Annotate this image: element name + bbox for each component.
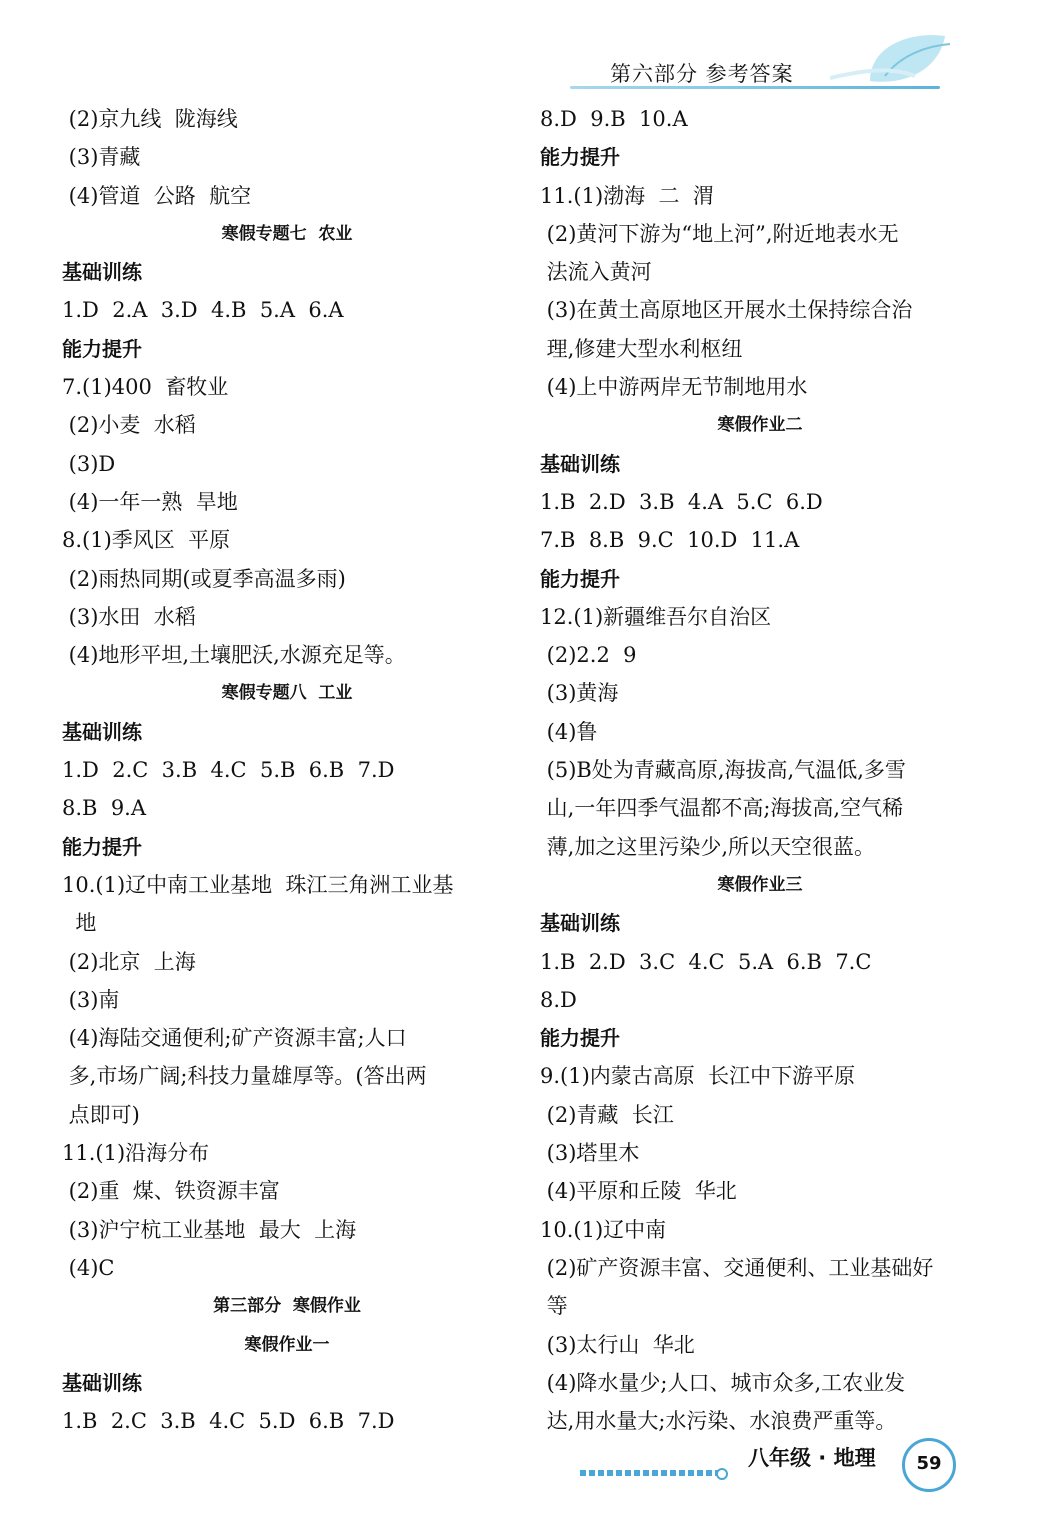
answer-line: 地 [62,911,97,936]
footer-dotted-rule [580,1470,720,1476]
answer-line: (3)青藏 [62,145,141,170]
answer-line: (4)海陆交通便利;矿产资源丰富;人口 [62,1026,407,1051]
answer-line: (3)在黄土高原地区开展水土保持综合治 [540,298,913,323]
answer-line: (3)太行山 华北 [540,1332,695,1357]
answer-line: (4)地形平坦,土壤肥沃,水源充足等。 [62,643,406,668]
subsection-heading: 能力提升 [540,566,620,591]
answer-line: 1.B 2.D 3.B 4.A 5.C 6.D [540,489,823,514]
answer-line: (3)黄海 [540,681,619,706]
header-title: 第六部分 参考答案 [610,62,794,86]
answer-line: (2)雨热同期(或夏季高温多雨) [62,566,346,591]
answer-line: 山,一年四季气温都不高;海拔高,空气稀 [540,796,904,821]
answer-line: 8.B 9.A [62,796,147,821]
answer-line: (4)管道 公路 航空 [62,183,252,208]
answer-line: (5)B处为青藏高原,海拔高,气温低,多雪 [540,758,906,783]
answer-line: (4)鲁 [540,719,598,744]
answer-line: (2)矿产资源丰富、交通便利、工业基础好 [540,1255,934,1280]
subsection-heading: 基础训练 [62,260,142,285]
subsection-heading: 基础训练 [62,719,142,744]
answer-line: 12.(1)新疆维吾尔自治区 [540,604,772,629]
answer-line: 10.(1)辽中南 [540,1217,667,1242]
subsection-heading: 能力提升 [540,145,620,170]
answer-line: (2)重 煤、铁资源丰富 [62,1179,280,1204]
answer-line: 法流入黄河 [540,260,652,285]
footer-circle-icon [716,1468,728,1480]
answer-line: 1.B 2.D 3.C 4.C 5.A 6.B 7.C [540,949,872,974]
answer-line: (3)沪宁杭工业基地 最大 上海 [62,1217,357,1242]
subsection-heading: 能力提升 [62,336,142,361]
header-rule [570,86,940,89]
answer-line: 1.B 2.C 3.B 4.C 5.D 6.B 7.D [62,1409,395,1434]
answer-line: 多,市场广阔;科技力量雄厚等。(答出两 [62,1064,427,1089]
answer-line: 8.(1)季风区 平原 [62,528,231,553]
answer-line: (3)水田 水稻 [62,604,196,629]
section-title: 寒假作业二 [717,415,803,436]
section-title: 寒假作业一 [244,1334,330,1355]
answer-line: (2)青藏 长江 [540,1102,674,1127]
answer-line: (4)C [62,1255,115,1280]
answer-line: (4)上中游两岸无节制地用水 [540,375,808,400]
answer-line: 8.D [540,987,577,1012]
footer-grade-subject: 八年级 · 地理 [748,1446,876,1470]
answer-line: (4)降水量少;人口、城市众多,工农业发 [540,1370,906,1395]
answer-line: (2)2.2 9 [540,643,637,668]
subsection-heading: 能力提升 [62,834,142,859]
answer-line: (3)塔里木 [540,1141,640,1166]
answer-line: 11.(1)渤海 二 渭 [540,183,714,208]
answer-line: (2)黄河下游为“地上河”,附近地表水无 [540,221,899,246]
answer-line: (2)京九线 陇海线 [62,107,238,131]
answer-line: (2)小麦 水稻 [62,413,196,438]
section-title: 第三部分 寒假作业 [213,1296,361,1317]
answer-line: 达,用水量大;水污染、水浪费严重等。 [540,1409,897,1434]
answer-line: 11.(1)沿海分布 [62,1141,210,1166]
right-column [540,100,980,1440]
subsection-heading: 能力提升 [540,1026,620,1051]
answer-line: 8.D 9.B 10.A [540,107,688,131]
answer-line: 点即可) [62,1102,140,1127]
answer-line: 1.D 2.A 3.D 4.B 5.A 6.A [62,298,344,323]
section-title: 寒假专题八 工业 [221,683,353,704]
subsection-heading: 基础训练 [62,1370,142,1395]
subsection-heading: 基础训练 [540,451,620,476]
answer-line: 薄,加之这里污染少,所以天空很蓝。 [540,834,876,859]
left-column [62,100,512,1440]
answer-line: 7.B 8.B 9.C 10.D 11.A [540,528,800,553]
answer-line: 1.D 2.C 3.B 4.C 5.B 6.B 7.D [62,758,395,783]
answer-line: (3)D [62,451,116,476]
section-title: 寒假专题七 农业 [221,223,353,244]
answer-line: 9.(1)内蒙古高原 长江中下游平原 [540,1064,856,1089]
answer-line: (4)一年一熟 旱地 [62,489,238,514]
answer-line: 10.(1)辽中南工业基地 珠江三角洲工业基 [62,872,454,897]
answer-line: (3)南 [62,987,120,1012]
answer-line: (4)平原和丘陵 华北 [540,1179,737,1204]
answer-line: 理,修建大型水利枢纽 [540,336,743,361]
answer-line: 等 [540,1294,568,1319]
page-footer [580,1440,1000,1500]
page-number: 59 [902,1438,956,1492]
answer-line: (2)北京 上海 [62,949,196,974]
subsection-heading: 基础训练 [540,911,620,936]
answer-line: 7.(1)400 畜牧业 [62,375,229,400]
section-title: 寒假作业三 [717,874,803,895]
